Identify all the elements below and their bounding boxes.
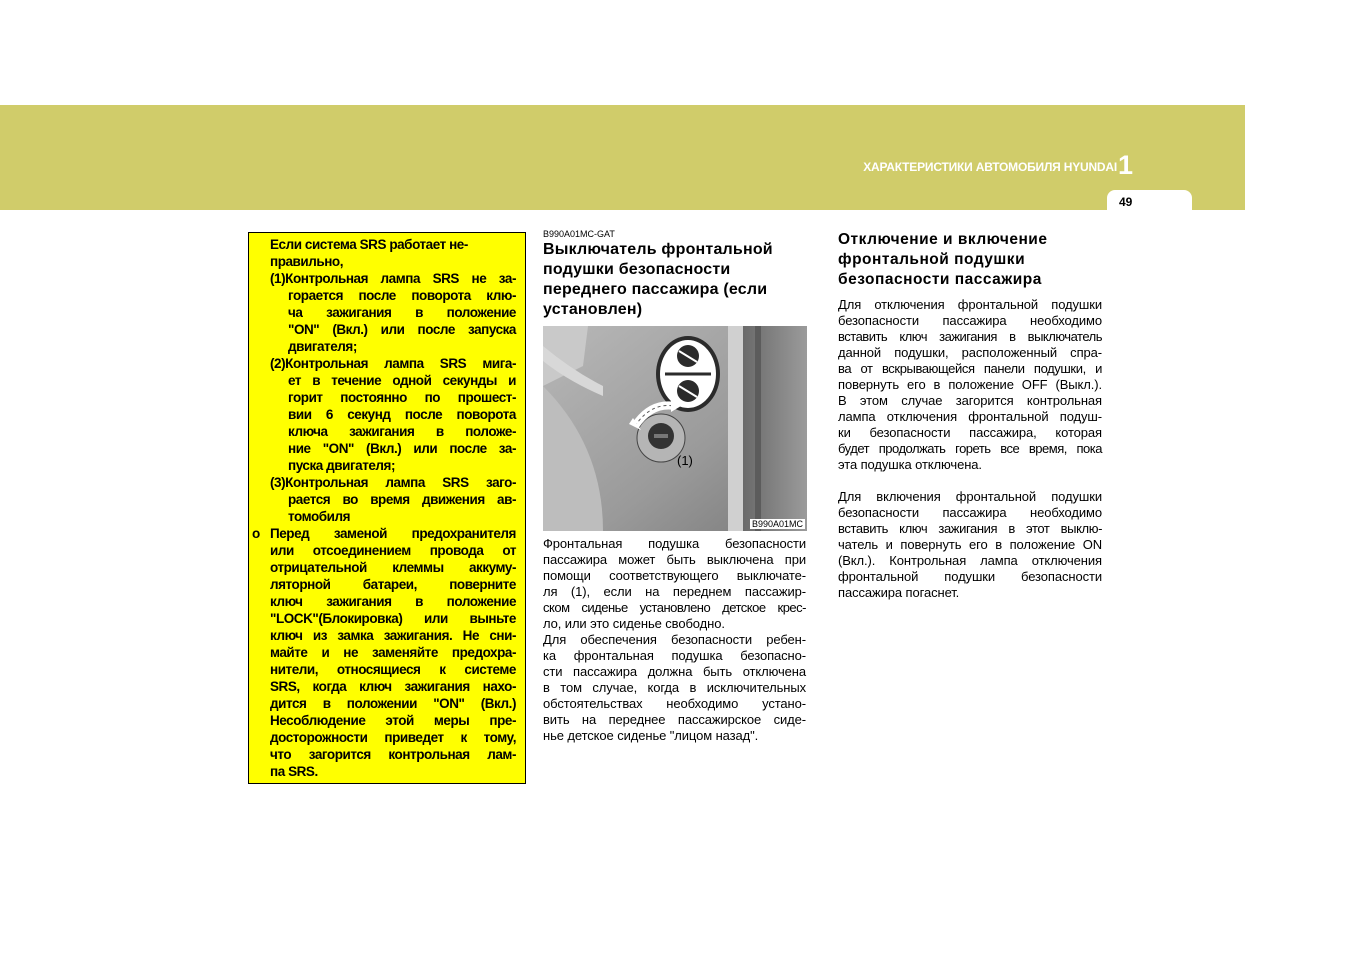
warning-line: SRS, когда ключ зажигания нахо-	[270, 679, 516, 694]
body-line: Для отключения фронтальной подушки	[838, 297, 1102, 312]
body-line: безопасности пассажира необходимо	[838, 313, 1102, 328]
warning-line: па SRS.	[270, 764, 318, 779]
page-number: 49	[1119, 195, 1133, 209]
warning-line: рается во время движения ав-	[288, 492, 516, 507]
body-line: ском сиденье установлено детское крес-	[543, 600, 806, 615]
warning-line: Если система SRS работает не-	[270, 237, 468, 252]
body-line: помощи соответствующего выключате-	[543, 568, 806, 583]
warning-line: вии 6 секунд после поворота	[288, 407, 516, 422]
warning-line: что загорится контрольная лам-	[270, 747, 516, 762]
chapter-title: ХАРАКТЕРИСТИКИ АВТОМОБИЛЯ HYUNDAI	[863, 160, 1117, 174]
body-line: В этом случае загорится контрольная	[838, 393, 1102, 408]
warning-line: ляторной батареи, поверните	[270, 577, 516, 592]
body-line: будет продолжать гореть все время, пока	[838, 441, 1102, 456]
body-line: нье детское сиденье "лицом назад".	[543, 728, 759, 743]
warning-line: "LOCK"(Блокировка) или выньте	[270, 611, 516, 626]
warning-line: ключ из замка зажигания. Не сни-	[270, 628, 516, 643]
warning-line: "ON" (Вкл.) или после запуска	[288, 322, 516, 337]
warning-line: (2)Контрольная лампа SRS мига-	[270, 356, 516, 371]
body-line: эта подушка отключена.	[838, 457, 982, 472]
warning-line: ключа зажигания в положе-	[288, 424, 516, 439]
warning-line: дится в положении "ON" (Вкл.)	[270, 696, 516, 711]
body-line: вить на переднее пассажирское сиде-	[543, 712, 806, 727]
body-line: данной подушки, расположенный спра-	[838, 345, 1102, 360]
body-line: ки безопасности пассажира, которая	[838, 425, 1102, 440]
warning-line: ет в течение одной секунды и	[288, 373, 516, 388]
image-code: B990A01MC	[751, 519, 803, 529]
body-line: лампа отключения фронтальной подуш-	[838, 409, 1102, 424]
warning-line: или отсоединением провода от	[270, 543, 516, 558]
body-line: пассажира может быть выключена при	[543, 552, 806, 567]
warning-line: ча зажигания в положение	[288, 305, 516, 320]
body-line: повернуть его в положение OFF (Выкл.).	[838, 377, 1102, 392]
body-line: обстоятельствах необходимо устано-	[543, 696, 806, 711]
chapter-number: 1	[1118, 150, 1134, 180]
body-line: ва от вскрывающейся панели подушки, и	[838, 361, 1102, 376]
section-heading: Выключатель фронтальной подушки безопасности переднего пассажира (если установлен)	[543, 241, 773, 318]
body-line: в том случае, когда в исключительных	[543, 680, 806, 695]
warning-bullet: o	[252, 526, 260, 541]
warning-line: (3)Контрольная лампа SRS заго-	[270, 475, 516, 490]
body-line: вставить ключ зажигания в этот выклю-	[838, 521, 1102, 536]
header-band	[0, 105, 1245, 210]
warning-line: ключ зажигания в положение	[270, 594, 516, 609]
warning-line: майте и не заменяйте предохра-	[270, 645, 516, 660]
body-line: пассажира погаснет.	[838, 585, 960, 600]
warning-line: нители, относящиеся к системе	[270, 662, 516, 677]
warning-line: (1)Контрольная лампа SRS не за-	[270, 271, 516, 286]
body-line: безопасности пассажира необходимо	[838, 505, 1102, 520]
body-line: ло, или это сиденье свободно.	[543, 616, 725, 631]
warning-line: отрицательной клеммы аккуму-	[270, 560, 516, 575]
body-line: (Вкл.). Контрольная лампа отключения	[838, 553, 1102, 568]
body-line: Для обеспечения безопасности ребен-	[543, 632, 806, 647]
warning-line: Несоблюдение этой меры пре-	[270, 713, 516, 728]
warning-line: правильно,	[270, 254, 344, 269]
section-code: B990A01MC-GAT	[543, 229, 615, 239]
body-line: чатель и повернуть его в положение ON	[838, 537, 1102, 552]
warning-line: томобиля	[288, 509, 351, 524]
warning-line: горается после поворота клю-	[288, 288, 516, 303]
body-line: ля (1), если на переднем пассажир-	[543, 584, 806, 599]
body-line: вставить ключ зажигания в выключатель	[838, 329, 1102, 344]
warning-line: ние "ON" (Вкл.) или после за-	[288, 441, 516, 456]
warning-line: досторожности приведет к тому,	[270, 730, 516, 745]
body-line: Для включения фронтальной подушки	[838, 489, 1102, 504]
callout-label: (1)	[677, 453, 693, 468]
body-line: сти пассажира должна быть отключена	[543, 664, 806, 679]
warning-line: двигателя;	[288, 339, 357, 354]
warning-line: пуска двигателя;	[288, 458, 396, 473]
right-heading: Отключение и включение фронтальной подушки безопасности пассажира	[838, 231, 1048, 288]
warning-line: горит постоянно по прошест-	[288, 390, 516, 405]
body-line: Фронтальная подушка безопасности	[543, 536, 806, 551]
body-line: фронтальной подушки безопасности	[838, 569, 1102, 584]
warning-line: Перед заменой предохранителя	[270, 526, 516, 541]
body-line: ка фронтальная подушка безопасно-	[543, 648, 806, 663]
airbag-switch-photo	[543, 326, 807, 531]
